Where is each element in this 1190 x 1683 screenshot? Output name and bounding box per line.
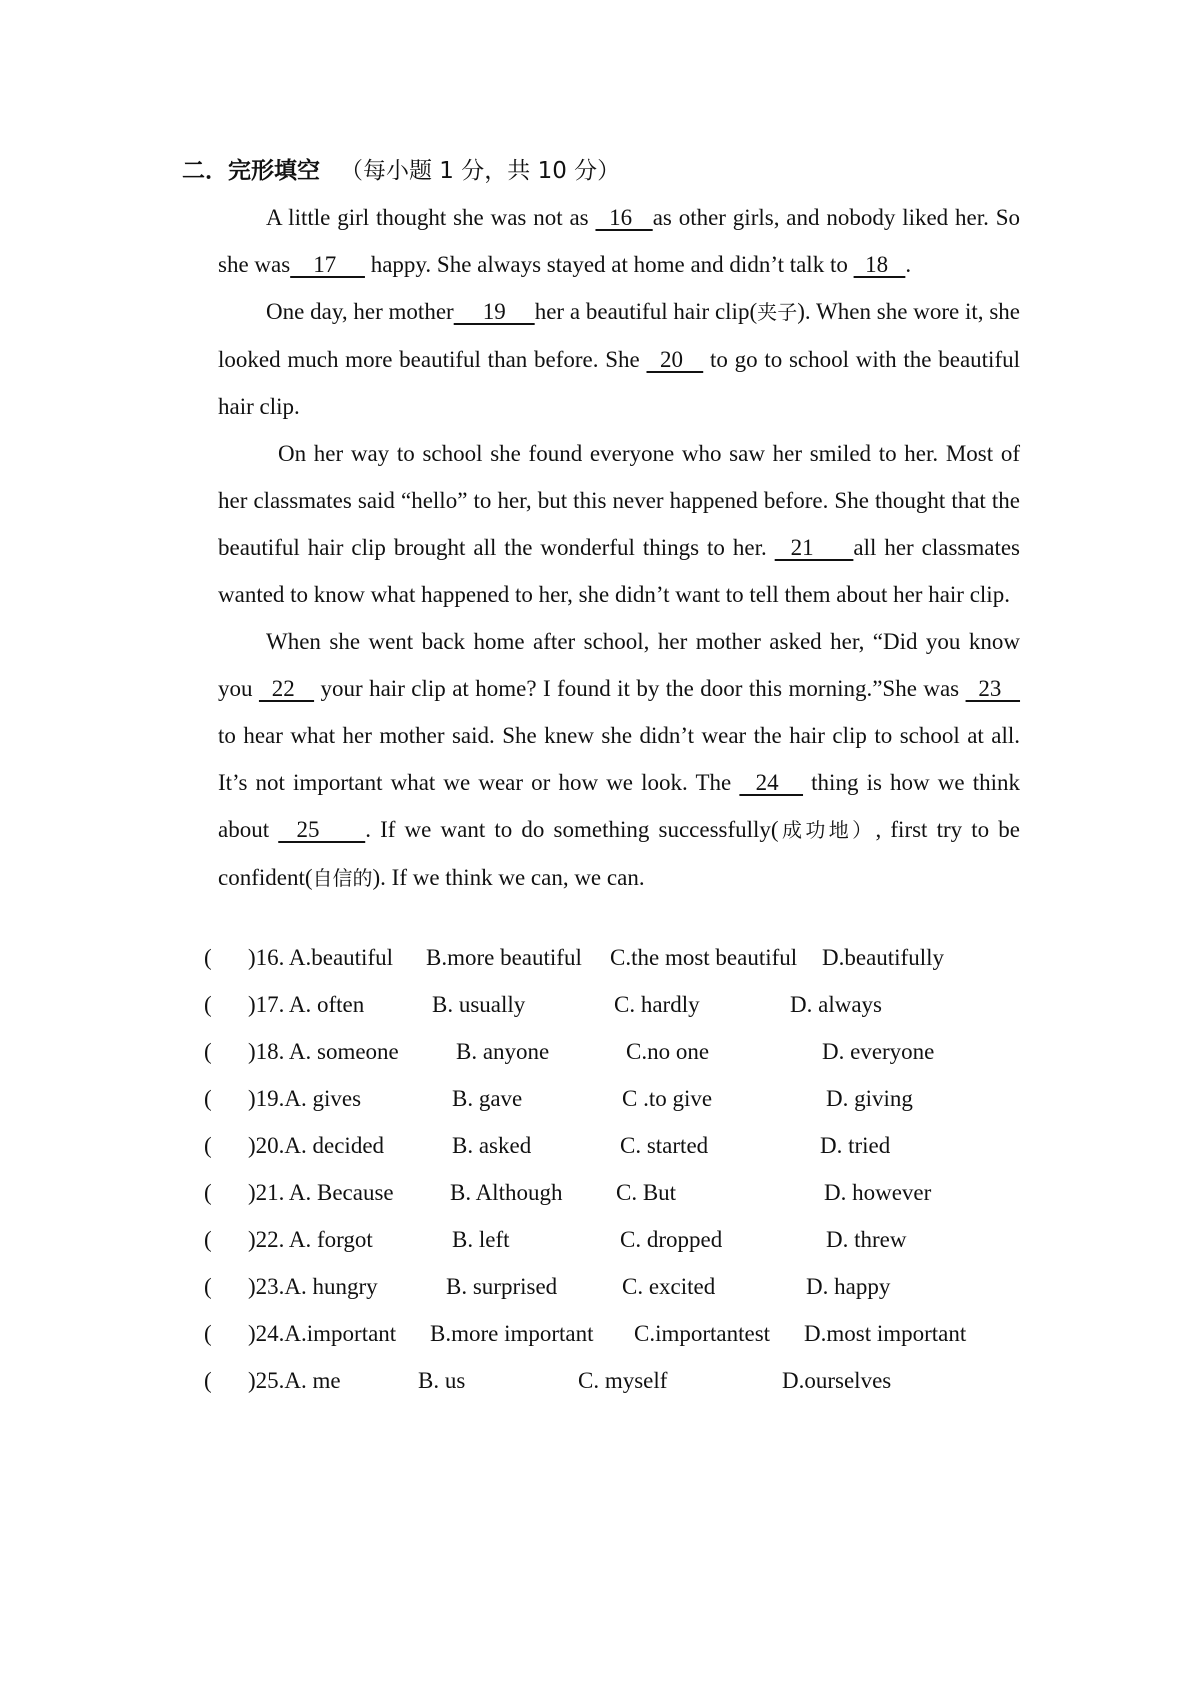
blank-17: 17: [290, 252, 365, 277]
answer-paren[interactable]: (: [204, 992, 212, 1017]
answer-paren[interactable]: (: [204, 1368, 212, 1393]
passage-text: all her classmates wanted to know what happened to her, she didn’t want to tell them about her hair clip.: [218, 535, 1020, 607]
option-d: D. happy: [806, 1274, 891, 1299]
chinese-gloss: 自信的: [312, 866, 373, 890]
option-b: B. Although: [450, 1180, 563, 1205]
passage-text: , first try to be confident(: [218, 817, 1021, 890]
option-a: )21. A. Because: [248, 1180, 394, 1205]
passage-text: to hear what her mother said. She knew she didn’t wear the hair clip to school at all. It’s not important what we wear or how we look. The: [218, 723, 1020, 795]
option-d: D.beautifully: [822, 945, 944, 970]
answer-paren[interactable]: (: [204, 1133, 212, 1158]
blank-18: 18: [853, 252, 906, 277]
passage-text: as other girls, and nobody liked her. So she was: [218, 205, 1021, 277]
option-d: D.most important: [804, 1321, 967, 1346]
passage-text: . If we want to do something successfully(: [365, 817, 779, 842]
option-b: B. usually: [432, 992, 526, 1017]
chinese-gloss: 夹子: [757, 300, 798, 324]
section-title-text: 二．完形填空: [182, 158, 320, 184]
question-row: [204, 1321, 1024, 1368]
option-b: B. surprised: [446, 1274, 558, 1299]
chinese-gloss: 成功地）: [778, 818, 876, 842]
passage-text: her a beautiful hair clip(: [534, 299, 758, 324]
passage-text: A little girl thought she was not as: [266, 205, 596, 230]
question-row: [204, 1133, 1024, 1180]
option-a: )16. A.beautiful: [248, 945, 393, 970]
answer-paren[interactable]: (: [204, 1274, 212, 1299]
answer-paren[interactable]: (: [204, 945, 212, 970]
section-title: [182, 152, 620, 185]
passage-paragraph-3: [218, 430, 1020, 618]
option-c: C. excited: [622, 1274, 716, 1299]
passage-text: One day, her mother: [266, 299, 454, 324]
option-a: )18. A. someone: [248, 1039, 399, 1064]
option-b: B. gave: [452, 1086, 523, 1111]
passage-text: your hair clip at home? I found it by the door this morning.”She was: [314, 676, 966, 701]
cloze-passage: [218, 194, 1020, 902]
answer-paren[interactable]: (: [204, 1039, 212, 1064]
option-a: )22. A. forgot: [248, 1227, 373, 1252]
answer-paren[interactable]: (: [204, 1227, 212, 1252]
passage-paragraph-4: [218, 618, 1020, 902]
option-b: B. anyone: [456, 1039, 550, 1064]
question-row: [204, 1039, 1024, 1086]
passage-text: On her way to school she found everyone who saw her smiled to her. Most of her classmates said “hello” to her, but this never happened before. She thought that the beautiful hair clip brought all the wonderful things to her.: [218, 441, 1020, 560]
option-c: C. dropped: [620, 1227, 723, 1252]
passage-text: to go to school with the beautiful hair clip.: [218, 347, 1020, 419]
option-a: )20.A. decided: [248, 1133, 385, 1158]
option-a: )17. A. often: [248, 992, 365, 1017]
option-b: B. left: [452, 1227, 510, 1252]
option-d: D. however: [824, 1180, 932, 1205]
blank-19: 19: [453, 299, 535, 324]
option-c: C.importantest: [634, 1321, 771, 1346]
question-row: [204, 1368, 1024, 1415]
option-c: C. started: [620, 1133, 709, 1158]
option-d: D. always: [790, 992, 882, 1017]
question-row: [204, 992, 1024, 1039]
option-d: D. giving: [826, 1086, 913, 1111]
option-d: D.ourselves: [782, 1368, 892, 1393]
option-b: B.more beautiful: [426, 945, 582, 970]
option-c: C .to give: [622, 1086, 713, 1111]
option-a: )25.A. me: [248, 1368, 341, 1393]
passage-paragraph-2: [218, 288, 1020, 430]
passage-text: happy. She always stayed at home and didn’t talk to: [364, 252, 854, 277]
option-c: C.no one: [626, 1039, 710, 1064]
option-a: )23.A. hungry: [248, 1274, 378, 1299]
option-d: D. everyone: [822, 1039, 935, 1064]
blank-24: 24: [739, 770, 804, 795]
question-row: [204, 1086, 1024, 1133]
question-row: [204, 945, 1024, 992]
option-a: )19.A. gives: [248, 1086, 362, 1111]
answer-paren[interactable]: (: [204, 1086, 212, 1111]
option-d: D. tried: [820, 1133, 891, 1158]
option-b: B. asked: [452, 1133, 532, 1158]
blank-23: 23: [965, 676, 1021, 701]
passage-text: thing is how we think about: [218, 770, 1020, 842]
passage-text: ). If we think we can, we can.: [372, 865, 645, 890]
question-list: [204, 945, 1024, 1415]
passage-text: .: [905, 252, 912, 277]
option-b: B. us: [418, 1368, 466, 1393]
blank-21: 21: [774, 535, 854, 560]
answer-paren[interactable]: (: [204, 1180, 212, 1205]
option-d: D. threw: [826, 1227, 907, 1252]
answer-paren[interactable]: (: [204, 1321, 212, 1346]
passage-paragraph-1: [218, 194, 1020, 288]
question-row: [204, 1180, 1024, 1227]
option-c: C. hardly: [614, 992, 700, 1017]
option-c: C. But: [616, 1180, 677, 1205]
option-c: C. myself: [578, 1368, 668, 1393]
passage-text: When she went back home after school, her mother asked her, “Did you know you: [218, 629, 1020, 701]
question-row: [204, 1227, 1024, 1274]
option-a: )24.A.important: [248, 1321, 397, 1346]
blank-20: 20: [646, 347, 704, 372]
blank-22: 22: [258, 676, 315, 701]
question-row: [204, 1274, 1024, 1321]
option-b: B.more important: [430, 1321, 594, 1346]
section-score-note: （每小题 1 分，共 10 分）: [340, 158, 621, 184]
blank-25: 25: [278, 817, 366, 842]
passage-text: ). When she wore it, she looked much more beautiful than before. She: [218, 299, 1020, 372]
option-c: C.the most beautiful: [610, 945, 798, 970]
blank-16: 16: [595, 205, 653, 230]
